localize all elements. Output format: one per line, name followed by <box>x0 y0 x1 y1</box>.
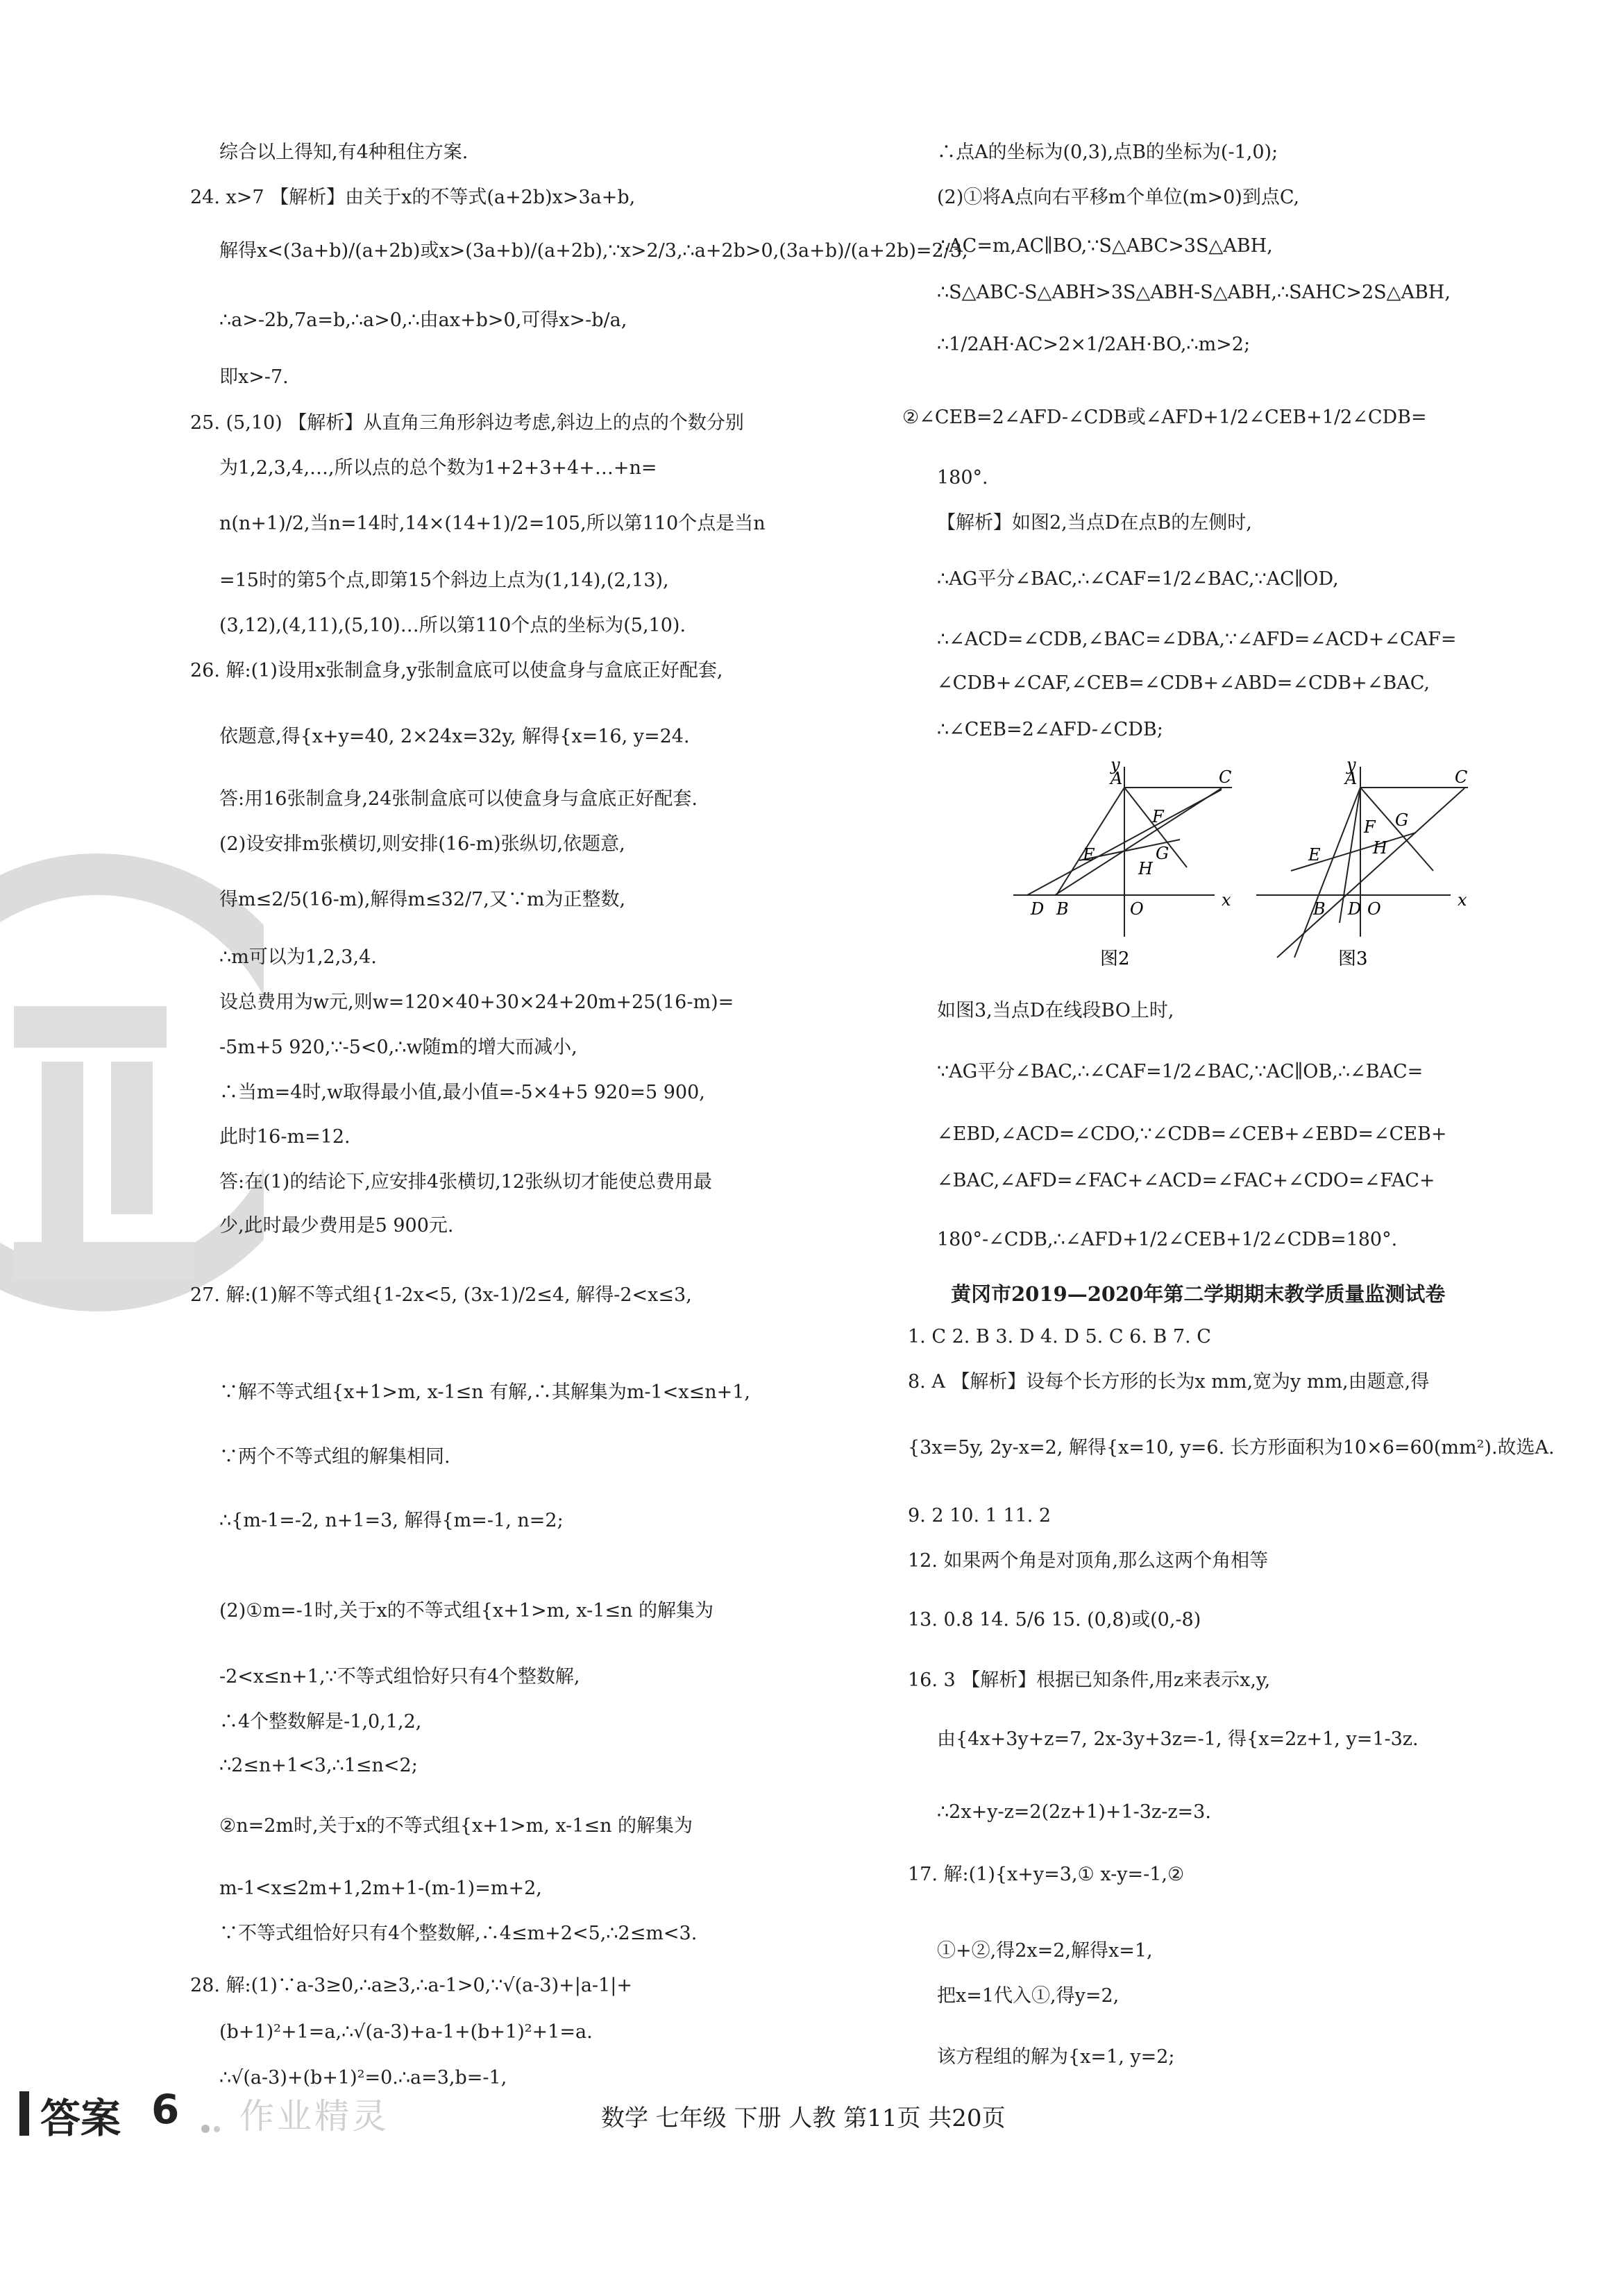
text-line: (2)①将A点向右平移m个单位(m>0)到点C, <box>937 187 1300 208</box>
point-label-a: A <box>1110 769 1123 788</box>
text-line: ∴2≤n+1<3,∴1≤n<2; <box>219 1755 418 1776</box>
text-line: -2<x≤n+1,∵不等式组恰好只有4个整数解, <box>219 1666 580 1687</box>
point-label-b: B <box>1313 899 1326 919</box>
axis-label-x: x <box>1222 890 1231 910</box>
text-line: 24. x>7 【解析】由关于x的不等式(a+2b)x>3a+b, <box>190 187 636 208</box>
point-label-c: C <box>1219 767 1232 787</box>
text-line: ∠EBD,∠ACD=∠CDO,∵∠CDB=∠CEB+∠EBD=∠CEB+ <box>937 1123 1447 1145</box>
text-line: ∴∠CEB=2∠AFD-∠CDB; <box>937 719 1163 740</box>
figure-3 <box>1256 756 1478 978</box>
text-line: ∴4个整数解是-1,0,1,2, <box>219 1711 422 1733</box>
text-line: ∴AG平分∠BAC,∴∠CAF=1/2∠BAC,∵AC∥OD, <box>937 568 1339 590</box>
text-line: ∴m可以为1,2,3,4. <box>219 946 377 968</box>
text-line: 12. 如果两个角是对顶角,那么这两个角相等 <box>908 1550 1269 1572</box>
text-line: 即x>-7. <box>219 366 289 388</box>
text-line: 17. 解:(1){x+y=3,① x-y=-1,② <box>908 1864 1185 1885</box>
point-label-e: E <box>1083 845 1095 865</box>
badge-text: 答案 <box>40 2095 121 2142</box>
text-line: ②n=2m时,关于x的不等式组{x+1>m, x-1≤n 的解集为 <box>219 1815 693 1837</box>
axis-label-x: x <box>1458 890 1467 910</box>
point-label-d: D <box>1348 899 1362 919</box>
text-line: 16. 3 【解析】根据已知条件,用z来表示x,y, <box>908 1669 1271 1691</box>
text-line: ∴AC=m,AC∥BO,∵S△ABC>3S△ABH, <box>937 235 1273 257</box>
badge-number: 6 <box>151 2086 180 2133</box>
text-line: 答:用16张制盒身,24张制盒底可以使盒身与盒底正好配套. <box>219 788 698 810</box>
text-line: (3,12),(4,11),(5,10)…所以第110个点的坐标为(5,10). <box>219 615 686 636</box>
text-line: 9. 2 10. 1 11. 2 <box>908 1505 1052 1527</box>
text-line: ∵AG平分∠BAC,∴∠CAF=1/2∠BAC,∵AC∥OB,∴∠BAC= <box>937 1061 1424 1082</box>
brand-watermark: 作业精灵 <box>239 2096 389 2136</box>
text-line: ∴S△ABC-S△ABH>3S△ABH-S△ABH,∴SAHC>2S△ABH, <box>937 282 1451 303</box>
text-line: ∠BAC,∠AFD=∠FAC+∠ACD=∠FAC+∠CDO=∠FAC+ <box>937 1170 1435 1191</box>
text-line: 25. (5,10) 【解析】从直角三角形斜边考虑,斜边上的点的个数分别 <box>190 412 744 434</box>
axis-label-y: y <box>1110 756 1120 774</box>
text-line: 综合以上得知,有4种租住方案. <box>219 142 468 163</box>
text-line: (b+1)²+1=a,∴√(a-3)+a-1+(b+1)²+1=a. <box>219 2021 593 2043</box>
point-label-d: D <box>1031 899 1045 919</box>
point-label-o: O <box>1130 899 1144 919</box>
text-line: ∴2x+y-z=2(2z+1)+1-3z-z=3. <box>937 1801 1211 1823</box>
text-line: 依题意,得{x+y=40, 2×24x=32y, 解得{x=16, y=24. <box>219 726 690 747</box>
exam-title: 黄冈市2019—2020年第二学期期末教学质量监测试卷 <box>951 1282 1446 1306</box>
text-line: ∴∠ACD=∠CDB,∠BAC=∠DBA,∵∠AFD=∠ACD+∠CAF= <box>937 629 1457 650</box>
text-line: 得m≤2/5(16-m),解得m≤32/7,又∵m为正整数, <box>219 889 626 910</box>
text-line: n(n+1)/2,当n=14时,14×(14+1)/2=105,所以第110个点是当n <box>219 513 766 534</box>
text-line: ∴a>-2b,7a=b,∴a>0,∴由ax+b>0,可得x>-b/a, <box>219 309 627 331</box>
text-line: 该方程组的解为{x=1, y=2; <box>937 2046 1175 2068</box>
point-label-h: H <box>1373 838 1387 858</box>
text-line: ∴点A的坐标为(0,3),点B的坐标为(-1,0); <box>937 142 1278 163</box>
point-label-g: G <box>1395 810 1409 830</box>
axis-label-y: y <box>1346 756 1356 774</box>
text-line: 8. A 【解析】设每个长方形的长为x mm,宽为y mm,由题意,得 <box>908 1371 1430 1393</box>
point-label-a: A <box>1345 769 1358 788</box>
text-line: 此时16-m=12. <box>219 1126 351 1148</box>
text-line: m-1<x≤2m+1,2m+1-(m-1)=m+2, <box>219 1878 542 1899</box>
text-line: 由{4x+3y+z=7, 2x-3y+3z=-1, 得{x=2z+1, y=1-3z. <box>937 1728 1419 1750</box>
point-label-c: C <box>1455 767 1468 787</box>
point-label-h: H <box>1138 859 1153 878</box>
text-line: ∴当m=4时,w取得最小值,最小值=-5×4+5 920=5 900, <box>219 1082 705 1103</box>
figure-2 <box>1013 756 1235 978</box>
text-line: 13. 0.8 14. 5/6 15. (0,8)或(0,-8) <box>908 1609 1201 1631</box>
figure-2-caption: 图2 <box>1100 949 1130 969</box>
point-label-f: F <box>1152 807 1164 826</box>
text-line: 设总费用为w元,则w=120×40+30×24+20m+25(16-m)= <box>219 992 734 1013</box>
point-label-g: G <box>1156 844 1169 863</box>
text-line: -5m+5 920,∵-5<0,∴w随m的增大而减小, <box>219 1037 577 1058</box>
point-label-e: E <box>1308 845 1321 865</box>
text-line: 为1,2,3,4,…,所以点的总个数为1+2+3+4+…+n= <box>219 457 657 479</box>
answer-badge <box>0 2082 187 2141</box>
text-line: 【解析】如图2,当点D在点B的左侧时, <box>937 512 1252 534</box>
text-line: 28. 解:(1)∵a-3≥0,∴a≥3,∴a-1>0,∵√(a-3)+|a-1|+ <box>190 1975 632 1996</box>
text-line: 解得x<(3a+b)/(a+2b)或x>(3a+b)/(a+2b),∵x>2/3,∴a+2b>0,(3a+b)/(a+2b)=2/3, <box>219 240 968 262</box>
text-line: ∵两个不等式组的解集相同. <box>219 1446 450 1468</box>
point-label-f: F <box>1364 817 1376 837</box>
text-line: 26. 解:(1)设用x张制盒身,y张制盒底可以使盒身与盒底正好配套, <box>190 660 723 681</box>
text-line: ∴{m-1=-2, n+1=3, 解得{m=-1, n=2; <box>219 1510 564 1531</box>
text-line: (2)①m=-1时,关于x的不等式组{x+1>m, x-1≤n 的解集为 <box>219 1600 714 1622</box>
text-line: ∵不等式组恰好只有4个整数解,∴4≤m+2<5,∴2≤m<3. <box>219 1923 698 1944</box>
text-line: ①+②,得2x=2,解得x=1, <box>937 1940 1153 1962</box>
text-line: 如图3,当点D在线段BO上时, <box>937 1000 1174 1021</box>
text-line: 180°-∠CDB,∴∠AFD+1/2∠CEB+1/2∠CDB=180°. <box>937 1229 1398 1250</box>
figure-3-caption: 图3 <box>1338 949 1368 969</box>
text-line: ∠CDB+∠CAF,∠CEB=∠CDB+∠ABD=∠CDB+∠BAC, <box>937 672 1430 694</box>
point-label-b: B <box>1056 899 1069 919</box>
text-line: 1. C 2. B 3. D 4. D 5. C 6. B 7. C <box>908 1326 1211 1347</box>
page-info: 数学 七年级 下册 人教 第11页 共20页 <box>601 2104 1006 2132</box>
text-line: 少,此时最少费用是5 900元. <box>219 1215 454 1236</box>
text-line: 把x=1代入①,得y=2, <box>937 1985 1120 2007</box>
text-line: ②∠CEB=2∠AFD-∠CDB或∠AFD+1/2∠CEB+1/2∠CDB= <box>902 407 1427 428</box>
point-label-o: O <box>1367 899 1381 919</box>
text-line: 180°. <box>937 467 988 488</box>
text-line: =15时的第5个点,即第15个斜边上点为(1,14),(2,13), <box>219 570 669 591</box>
text-line: ∴√(a-3)+(b+1)²=0.∴a=3,b=-1, <box>219 2067 507 2089</box>
text-line: {3x=5y, 2y-x=2, 解得{x=10, y=6. 长方形面积为10×6=60(mm²).故选A. <box>908 1437 1555 1459</box>
text-line: ∴1/2AH·AC>2×1/2AH·BO,∴m>2; <box>937 334 1251 355</box>
badge-dots-icon <box>201 2122 229 2134</box>
text-line: (2)设安排m张横切,则安排(16-m)张纵切,依题意, <box>219 833 625 855</box>
text-line: 27. 解:(1)解不等式组{1-2x<5, (3x-1)/2≤4, 解得-2<x≤3, <box>190 1284 692 1306</box>
text-line: ∵解不等式组{x+1>m, x-1≤n 有解,∴其解集为m-1<x≤n+1, <box>219 1381 750 1403</box>
text-line: 答:在(1)的结论下,应安排4张横切,12张纵切才能使总费用最 <box>219 1171 713 1193</box>
